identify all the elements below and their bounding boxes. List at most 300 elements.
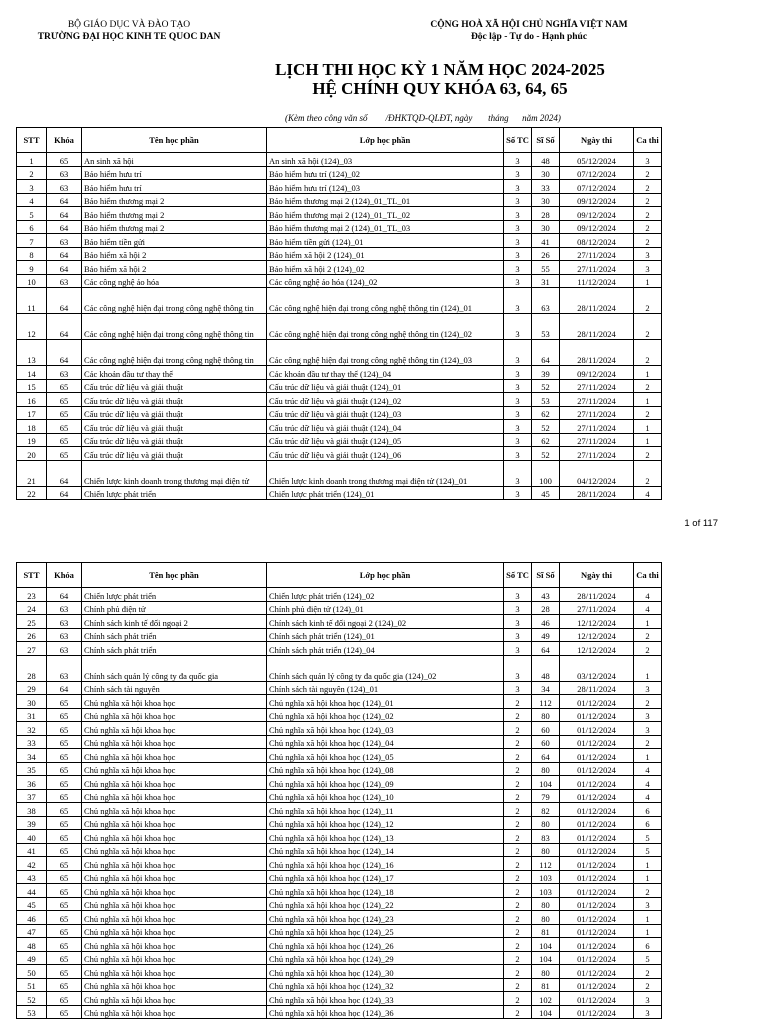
table-row <box>17 708 662 722</box>
cell-class-name: Cấu trúc dữ liệu và giải thuật (124)_06 <box>267 447 504 461</box>
table-row <box>17 642 662 656</box>
cell-credits: 3 <box>504 207 532 221</box>
cell-credits: 3 <box>504 234 532 248</box>
cell-credits: 2 <box>504 938 532 952</box>
cell-stt: 16 <box>17 393 47 407</box>
cell-class-name: Chiến lược kinh doanh trong thương mại điện tử (124)_01 <box>267 460 504 486</box>
cell-class-size: 64 <box>532 749 560 763</box>
cell-class-name: Bảo hiểm hưu trí (124)_02 <box>267 166 504 180</box>
cell-course-name: Chủ nghĩa xã hội khoa học <box>82 884 267 898</box>
cell-stt: 24 <box>17 601 47 615</box>
cell-exam-date: 27/11/2024 <box>560 433 634 447</box>
cell-stt: 31 <box>17 708 47 722</box>
cell-khoa: 63 <box>47 628 82 642</box>
cell-class-size: 30 <box>532 166 560 180</box>
cell-stt: 39 <box>17 816 47 830</box>
cell-stt: 48 <box>17 938 47 952</box>
cell-class-name: Chiến lược phát triển (124)_01 <box>267 486 504 500</box>
cell-class-size: 30 <box>532 220 560 234</box>
document-title <box>190 60 690 98</box>
cell-course-name: Cấu trúc dữ liệu và giải thuật <box>82 379 267 393</box>
cell-exam-date: 01/12/2024 <box>560 735 634 749</box>
cell-stt: 33 <box>17 735 47 749</box>
cell-class-name: Chính sách quản lý công ty đa quốc gia (124)_02 <box>267 655 504 681</box>
cell-credits: 3 <box>504 628 532 642</box>
cell-stt: 45 <box>17 897 47 911</box>
cell-course-name: Chủ nghĩa xã hội khoa học <box>82 978 267 992</box>
cell-class-size: 80 <box>532 843 560 857</box>
cell-khoa: 64 <box>47 460 82 486</box>
cell-stt: 42 <box>17 857 47 871</box>
cell-shift: 3 <box>634 897 662 911</box>
cell-stt: 13 <box>17 340 47 366</box>
table-row <box>17 695 662 709</box>
cell-exam-date: 01/12/2024 <box>560 843 634 857</box>
cell-class-size: 80 <box>532 708 560 722</box>
cell-class-size: 62 <box>532 406 560 420</box>
cell-exam-date: 03/12/2024 <box>560 655 634 681</box>
cell-class-size: 100 <box>532 460 560 486</box>
cell-khoa: 65 <box>47 789 82 803</box>
cell-course-name: Chủ nghĩa xã hội khoa học <box>82 843 267 857</box>
cell-course-name: Chủ nghĩa xã hội khoa học <box>82 924 267 938</box>
cell-stt: 25 <box>17 615 47 629</box>
cell-class-name: Cấu trúc dữ liệu và giải thuật (124)_04 <box>267 420 504 434</box>
cell-shift: 4 <box>634 588 662 602</box>
cell-class-name: Chủ nghĩa xã hội khoa học (124)_11 <box>267 803 504 817</box>
col-shift-header: Ca thi <box>634 563 662 588</box>
cell-class-size: 80 <box>532 965 560 979</box>
cell-credits: 2 <box>504 695 532 709</box>
cell-credits: 2 <box>504 965 532 979</box>
table-row <box>17 628 662 642</box>
cell-khoa: 63 <box>47 180 82 194</box>
cell-exam-date: 01/12/2024 <box>560 1005 634 1019</box>
cell-credits: 2 <box>504 1005 532 1019</box>
cell-exam-date: 01/12/2024 <box>560 924 634 938</box>
cell-shift: 2 <box>634 460 662 486</box>
cell-shift: 1 <box>634 870 662 884</box>
cell-credits: 3 <box>504 406 532 420</box>
document-subtitle: (Kèm theo công văn số /ĐHKTQD-QLĐT, ngày tháng năm 2024) <box>285 113 561 123</box>
cell-course-name: Chủ nghĩa xã hội khoa học <box>82 776 267 790</box>
cell-course-name: Chủ nghĩa xã hội khoa học <box>82 857 267 871</box>
table-row <box>17 803 662 817</box>
col-stt-header: STT <box>17 128 47 153</box>
cell-stt: 27 <box>17 642 47 656</box>
cell-stt: 3 <box>17 180 47 194</box>
col-stt-header: STT <box>17 563 47 588</box>
cell-stt: 36 <box>17 776 47 790</box>
table-row <box>17 951 662 965</box>
cell-khoa: 65 <box>47 978 82 992</box>
cell-class-name: Chủ nghĩa xã hội khoa học (124)_17 <box>267 870 504 884</box>
cell-credits: 2 <box>504 897 532 911</box>
table-row <box>17 897 662 911</box>
col-class-size-header: Sĩ Số <box>532 563 560 588</box>
cell-course-name: Chủ nghĩa xã hội khoa học <box>82 722 267 736</box>
cell-class-size: 41 <box>532 234 560 248</box>
cell-stt: 21 <box>17 460 47 486</box>
cell-exam-date: 27/11/2024 <box>560 247 634 261</box>
cell-credits: 3 <box>504 193 532 207</box>
cell-course-name: Bảo hiểm xã hội 2 <box>82 247 267 261</box>
cell-khoa: 64 <box>47 340 82 366</box>
cell-shift: 3 <box>634 153 662 167</box>
col-course-name-header: Tên học phần <box>82 563 267 588</box>
cell-shift: 2 <box>634 234 662 248</box>
cell-credits: 2 <box>504 830 532 844</box>
cell-shift: 3 <box>634 681 662 695</box>
cell-shift: 2 <box>634 166 662 180</box>
cell-stt: 47 <box>17 924 47 938</box>
cell-exam-date: 09/12/2024 <box>560 193 634 207</box>
cell-stt: 12 <box>17 314 47 340</box>
cell-exam-date: 01/12/2024 <box>560 803 634 817</box>
cell-khoa: 63 <box>47 601 82 615</box>
cell-credits: 2 <box>504 992 532 1006</box>
table-row <box>17 938 662 952</box>
cell-khoa: 64 <box>47 486 82 500</box>
cell-shift: 4 <box>634 486 662 500</box>
cell-class-name: Chủ nghĩa xã hội khoa học (124)_16 <box>267 857 504 871</box>
cell-class-name: Chính phủ điện tử (124)_01 <box>267 601 504 615</box>
col-exam-date-header: Ngày thi <box>560 128 634 153</box>
cell-shift: 5 <box>634 843 662 857</box>
cell-class-name: Chủ nghĩa xã hội khoa học (124)_01 <box>267 695 504 709</box>
cell-khoa: 64 <box>47 193 82 207</box>
cell-shift: 3 <box>634 1005 662 1019</box>
cell-course-name: Chính sách quản lý công ty đa quốc gia <box>82 655 267 681</box>
table-row <box>17 681 662 695</box>
cell-class-name: Chủ nghĩa xã hội khoa học (124)_25 <box>267 924 504 938</box>
cell-course-name: Bảo hiểm hưu trí <box>82 166 267 180</box>
cell-shift: 2 <box>634 220 662 234</box>
cell-class-name: Bảo hiểm thương mại 2 (124)_01_TL_02 <box>267 207 504 221</box>
cell-class-name: Chủ nghĩa xã hội khoa học (124)_18 <box>267 884 504 898</box>
table-row <box>17 884 662 898</box>
table-row <box>17 261 662 275</box>
cell-credits: 3 <box>504 379 532 393</box>
cell-class-size: 28 <box>532 601 560 615</box>
cell-shift: 3 <box>634 261 662 275</box>
cell-course-name: Chính sách tài nguyên <box>82 681 267 695</box>
cell-credits: 3 <box>504 393 532 407</box>
cell-exam-date: 27/11/2024 <box>560 261 634 275</box>
cell-course-name: Chủ nghĩa xã hội khoa học <box>82 897 267 911</box>
cell-khoa: 63 <box>47 234 82 248</box>
cell-exam-date: 01/12/2024 <box>560 897 634 911</box>
cell-stt: 4 <box>17 193 47 207</box>
cell-shift: 2 <box>634 288 662 314</box>
cell-class-size: 52 <box>532 447 560 461</box>
table-row <box>17 220 662 234</box>
cell-stt: 50 <box>17 965 47 979</box>
cell-class-name: Chính sách kinh tế đối ngoại 2 (124)_02 <box>267 615 504 629</box>
cell-credits: 2 <box>504 843 532 857</box>
table-row <box>17 366 662 380</box>
cell-credits: 2 <box>504 762 532 776</box>
cell-exam-date: 01/12/2024 <box>560 762 634 776</box>
cell-class-name: Chủ nghĩa xã hội khoa học (124)_13 <box>267 830 504 844</box>
cell-exam-date: 27/11/2024 <box>560 447 634 461</box>
cell-exam-date: 01/12/2024 <box>560 992 634 1006</box>
table-row <box>17 207 662 221</box>
table-row <box>17 816 662 830</box>
cell-stt: 44 <box>17 884 47 898</box>
cell-stt: 34 <box>17 749 47 763</box>
cell-class-name: Chủ nghĩa xã hội khoa học (124)_02 <box>267 708 504 722</box>
cell-shift: 4 <box>634 601 662 615</box>
page-indicator: 1 of 117 <box>684 518 718 529</box>
cell-class-name: Các công nghệ hiện đại trong công nghệ thông tin (124)_03 <box>267 340 504 366</box>
cell-course-name: Cấu trúc dữ liệu và giải thuật <box>82 420 267 434</box>
cell-class-size: 48 <box>532 153 560 167</box>
cell-course-name: Chủ nghĩa xã hội khoa học <box>82 1005 267 1019</box>
table-header-row <box>17 128 662 153</box>
cell-shift: 1 <box>634 655 662 681</box>
cell-shift: 4 <box>634 776 662 790</box>
cell-exam-date: 01/12/2024 <box>560 830 634 844</box>
cell-course-name: Chủ nghĩa xã hội khoa học <box>82 735 267 749</box>
cell-course-name: Chủ nghĩa xã hội khoa học <box>82 695 267 709</box>
cell-class-name: Cấu trúc dữ liệu và giải thuật (124)_01 <box>267 379 504 393</box>
table-row <box>17 274 662 288</box>
cell-shift: 5 <box>634 951 662 965</box>
cell-khoa: 64 <box>47 261 82 275</box>
cell-credits: 3 <box>504 366 532 380</box>
cell-khoa: 65 <box>47 1005 82 1019</box>
cell-stt: 2 <box>17 166 47 180</box>
cell-khoa: 63 <box>47 166 82 180</box>
cell-exam-date: 27/11/2024 <box>560 379 634 393</box>
cell-class-name: Chiến lược phát triển (124)_02 <box>267 588 504 602</box>
cell-class-size: 53 <box>532 393 560 407</box>
cell-exam-date: 28/11/2024 <box>560 340 634 366</box>
cell-class-size: 49 <box>532 628 560 642</box>
table-row <box>17 433 662 447</box>
cell-credits: 3 <box>504 220 532 234</box>
cell-shift: 3 <box>634 722 662 736</box>
cell-exam-date: 11/12/2024 <box>560 274 634 288</box>
cell-course-name: Bảo hiểm hưu trí <box>82 180 267 194</box>
cell-credits: 2 <box>504 816 532 830</box>
cell-khoa: 65 <box>47 992 82 1006</box>
cell-course-name: Chủ nghĩa xã hội khoa học <box>82 708 267 722</box>
table-row <box>17 992 662 1006</box>
cell-credits: 3 <box>504 274 532 288</box>
cell-exam-date: 01/12/2024 <box>560 749 634 763</box>
cell-class-size: 33 <box>532 180 560 194</box>
cell-shift: 2 <box>634 406 662 420</box>
col-khoa-header: Khóa <box>47 128 82 153</box>
cell-khoa: 65 <box>47 393 82 407</box>
cell-class-name: Chủ nghĩa xã hội khoa học (124)_32 <box>267 978 504 992</box>
cell-shift: 2 <box>634 628 662 642</box>
table-row <box>17 911 662 925</box>
cell-shift: 1 <box>634 911 662 925</box>
cell-credits: 3 <box>504 153 532 167</box>
table-row <box>17 166 662 180</box>
cell-stt: 14 <box>17 366 47 380</box>
cell-khoa: 64 <box>47 314 82 340</box>
cell-khoa: 65 <box>47 776 82 790</box>
cell-stt: 43 <box>17 870 47 884</box>
cell-khoa: 65 <box>47 803 82 817</box>
cell-shift: 2 <box>634 314 662 340</box>
cell-course-name: Chủ nghĩa xã hội khoa học <box>82 965 267 979</box>
cell-khoa: 63 <box>47 642 82 656</box>
cell-khoa: 65 <box>47 911 82 925</box>
cell-khoa: 65 <box>47 695 82 709</box>
cell-class-size: 81 <box>532 978 560 992</box>
cell-stt: 1 <box>17 153 47 167</box>
table-row <box>17 601 662 615</box>
cell-credits: 2 <box>504 749 532 763</box>
cell-class-name: Chủ nghĩa xã hội khoa học (124)_03 <box>267 722 504 736</box>
cell-shift: 3 <box>634 708 662 722</box>
cell-stt: 5 <box>17 207 47 221</box>
cell-credits: 3 <box>504 420 532 434</box>
cell-exam-date: 08/12/2024 <box>560 234 634 248</box>
cell-credits: 3 <box>504 180 532 194</box>
cell-class-name: Chủ nghĩa xã hội khoa học (124)_36 <box>267 1005 504 1019</box>
cell-credits: 3 <box>504 166 532 180</box>
cell-shift: 2 <box>634 340 662 366</box>
cell-class-name: Cấu trúc dữ liệu và giải thuật (124)_05 <box>267 433 504 447</box>
cell-class-name: Các công nghệ hiện đại trong công nghệ thông tin (124)_01 <box>267 288 504 314</box>
cell-credits: 2 <box>504 884 532 898</box>
cell-stt: 51 <box>17 978 47 992</box>
cell-course-name: Chủ nghĩa xã hội khoa học <box>82 789 267 803</box>
cell-credits: 2 <box>504 789 532 803</box>
cell-khoa: 65 <box>47 924 82 938</box>
cell-class-size: 30 <box>532 193 560 207</box>
university-name: TRƯỜNG ĐẠI HỌC KINH TE QUOC DAN <box>37 32 221 42</box>
col-shift-header: Ca thi <box>634 128 662 153</box>
cell-shift: 2 <box>634 884 662 898</box>
cell-stt: 46 <box>17 911 47 925</box>
exam-schedule-table-page-1 <box>16 127 662 500</box>
cell-shift: 2 <box>634 978 662 992</box>
cell-course-name: Chủ nghĩa xã hội khoa học <box>82 803 267 817</box>
cell-khoa: 64 <box>47 288 82 314</box>
cell-class-size: 28 <box>532 207 560 221</box>
cell-course-name: Bảo hiểm tiền gửi <box>82 234 267 248</box>
cell-shift: 1 <box>634 924 662 938</box>
cell-exam-date: 05/12/2024 <box>560 153 634 167</box>
cell-exam-date: 28/11/2024 <box>560 314 634 340</box>
cell-credits: 2 <box>504 911 532 925</box>
cell-course-name: Chính phủ điện tử <box>82 601 267 615</box>
cell-khoa: 65 <box>47 406 82 420</box>
cell-class-size: 26 <box>532 247 560 261</box>
cell-khoa: 63 <box>47 274 82 288</box>
cell-credits: 3 <box>504 486 532 500</box>
table-row <box>17 379 662 393</box>
cell-class-name: Cấu trúc dữ liệu và giải thuật (124)_03 <box>267 406 504 420</box>
table-row <box>17 655 662 681</box>
table-row <box>17 340 662 366</box>
cell-class-name: Cấu trúc dữ liệu và giải thuật (124)_02 <box>267 393 504 407</box>
table-row <box>17 588 662 602</box>
table-row <box>17 870 662 884</box>
cell-stt: 8 <box>17 247 47 261</box>
cell-credits: 3 <box>504 314 532 340</box>
cell-course-name: Chính sách phát triển <box>82 642 267 656</box>
cell-shift: 6 <box>634 816 662 830</box>
cell-khoa: 65 <box>47 708 82 722</box>
cell-khoa: 65 <box>47 965 82 979</box>
cell-shift: 1 <box>634 274 662 288</box>
table-row <box>17 447 662 461</box>
cell-course-name: Chủ nghĩa xã hội khoa học <box>82 749 267 763</box>
cell-credits: 2 <box>504 776 532 790</box>
cell-class-name: Bảo hiểm xã hội 2 (124)_02 <box>267 261 504 275</box>
cell-class-size: 62 <box>532 433 560 447</box>
cell-shift: 2 <box>634 207 662 221</box>
cell-course-name: Bảo hiểm thương mại 2 <box>82 220 267 234</box>
title-line-1: LỊCH THI HỌC KỲ 1 NĂM HỌC 2024-2025 <box>275 60 605 79</box>
cell-course-name: Chiến lược kinh doanh trong thương mại điện tử <box>82 460 267 486</box>
table-row <box>17 153 662 167</box>
table-row <box>17 830 662 844</box>
table-row <box>17 288 662 314</box>
cell-exam-date: 01/12/2024 <box>560 776 634 790</box>
cell-exam-date: 01/12/2024 <box>560 870 634 884</box>
cell-class-size: 112 <box>532 695 560 709</box>
cell-stt: 17 <box>17 406 47 420</box>
cell-khoa: 65 <box>47 749 82 763</box>
cell-exam-date: 01/12/2024 <box>560 816 634 830</box>
cell-exam-date: 01/12/2024 <box>560 978 634 992</box>
cell-class-name: Chủ nghĩa xã hội khoa học (124)_22 <box>267 897 504 911</box>
cell-course-name: Cấu trúc dữ liệu và giải thuật <box>82 433 267 447</box>
cell-khoa: 64 <box>47 681 82 695</box>
cell-course-name: Chiến lược phát triển <box>82 588 267 602</box>
cell-class-name: Bảo hiểm xã hội 2 (124)_01 <box>267 247 504 261</box>
cell-credits: 3 <box>504 601 532 615</box>
cell-exam-date: 01/12/2024 <box>560 789 634 803</box>
cell-class-size: 63 <box>532 288 560 314</box>
col-course-name-header: Tên học phần <box>82 128 267 153</box>
cell-khoa: 64 <box>47 220 82 234</box>
table-row <box>17 857 662 871</box>
cell-class-name: Chủ nghĩa xã hội khoa học (124)_23 <box>267 911 504 925</box>
col-exam-date-header: Ngày thi <box>560 563 634 588</box>
cell-exam-date: 01/12/2024 <box>560 911 634 925</box>
ministry-name: BỘ GIÁO DỤC VÀ ĐÀO TẠO <box>67 20 191 30</box>
cell-class-size: 104 <box>532 1005 560 1019</box>
cell-class-name: Các công nghệ hiện đại trong công nghệ thông tin (124)_02 <box>267 314 504 340</box>
table-row <box>17 180 662 194</box>
cell-stt: 37 <box>17 789 47 803</box>
cell-stt: 26 <box>17 628 47 642</box>
table-row <box>17 762 662 776</box>
cell-class-size: 52 <box>532 420 560 434</box>
table-row <box>17 393 662 407</box>
cell-shift: 1 <box>634 393 662 407</box>
cell-class-size: 45 <box>532 486 560 500</box>
table-row <box>17 749 662 763</box>
cell-khoa: 65 <box>47 870 82 884</box>
table-row <box>17 789 662 803</box>
cell-class-name: Bảo hiểm thương mại 2 (124)_01_TL_03 <box>267 220 504 234</box>
cell-credits: 2 <box>504 722 532 736</box>
cell-khoa: 63 <box>47 655 82 681</box>
cell-class-name: Chính sách phát triển (124)_04 <box>267 642 504 656</box>
col-credits-header: Số TC <box>504 563 532 588</box>
